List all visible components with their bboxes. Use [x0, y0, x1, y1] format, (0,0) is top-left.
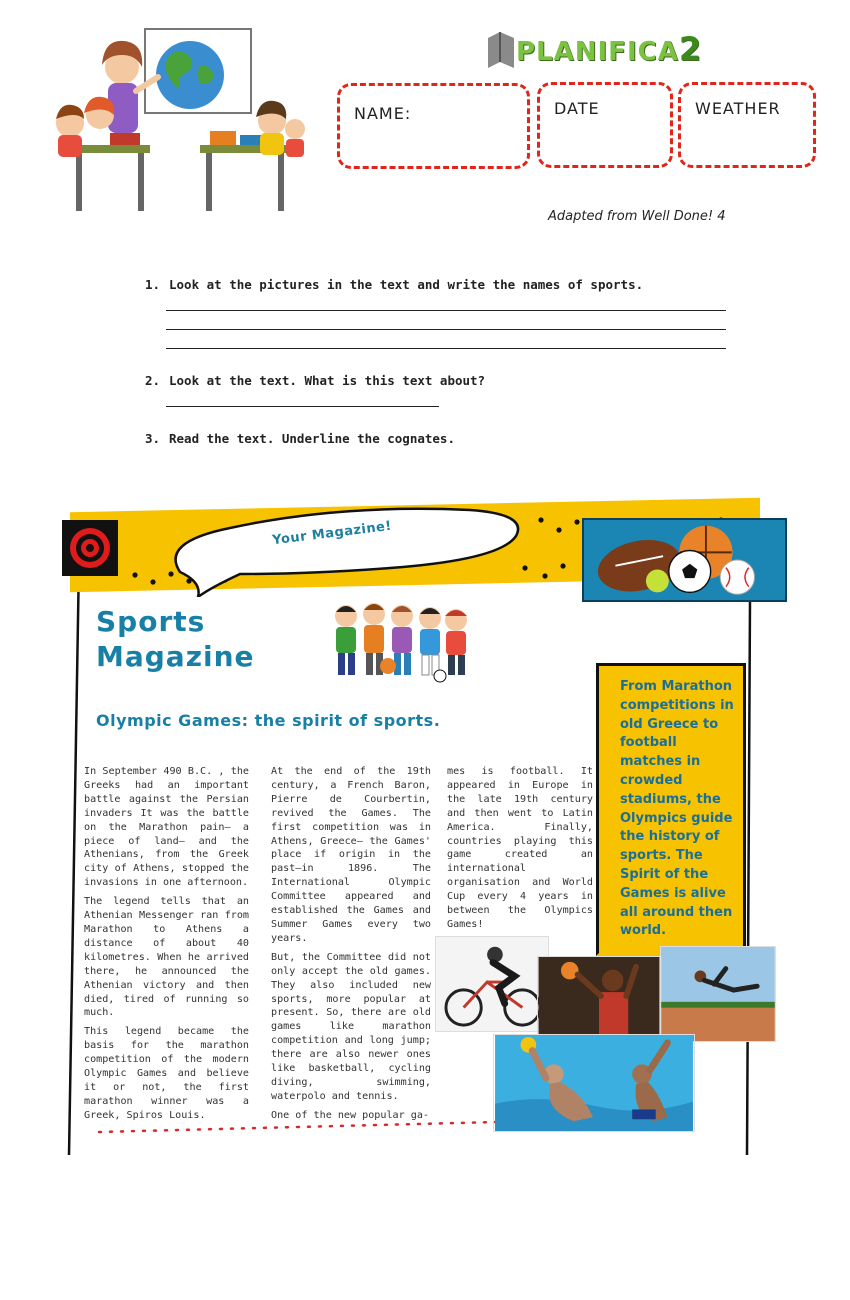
- date-box[interactable]: [537, 82, 673, 168]
- adapted-from: Adapted from Well Done! 4: [548, 209, 726, 224]
- basketball-photo: [537, 956, 661, 1036]
- question-1: [145, 277, 643, 292]
- question-text: Read the text. Underline the cognates.: [169, 431, 455, 446]
- book-icon: [486, 28, 516, 70]
- bubble-text: Your Magazine!: [271, 518, 393, 549]
- question-text: Look at the text. What is this text about?: [169, 373, 486, 388]
- classroom-illustration: [50, 25, 305, 220]
- magazine-title-line2: Magazine: [96, 640, 255, 673]
- magazine-title-line1: Sports: [96, 605, 206, 638]
- speech-bubble: [170, 502, 520, 597]
- answer-line-1b[interactable]: [166, 329, 726, 330]
- column-paragraph: This legend became the basis for the marathon competition of the modern Olympic Games and believe it or not, the first marathon winner was a Greek, Spiros Louis.: [84, 1026, 249, 1121]
- long-jump-photo: [660, 946, 776, 1042]
- date-label: DATE: [554, 99, 600, 118]
- cycling-photo: [435, 936, 549, 1032]
- question-3: [145, 431, 455, 446]
- article-column-3: [447, 765, 593, 937]
- answer-line-1a[interactable]: [166, 310, 726, 311]
- question-number: 2.: [145, 373, 161, 388]
- weather-label: WEATHER: [695, 99, 781, 118]
- column-paragraph: At the end of the 19th century, a French Baron, Pierre de Courbertin, revived the Games. The first competition was in Athens, Greece— the Games' place if origin in the past—in 1896. The International Olympic Committee appeared and established the Games and Summer Games every two years.: [271, 766, 431, 944]
- article-column-1: [84, 765, 249, 1128]
- question-number: 1.: [145, 277, 161, 292]
- logo-text: PLANIFICA: [516, 37, 679, 67]
- target-icon: [62, 520, 118, 576]
- logo-number: 2: [678, 30, 703, 68]
- column-paragraph: But, the Committee did not only accept the old games. They also included new sports, more popular at present. So, there are old games like marathon competition and long jump; there are also newer ones like basketball, cycling diving, swimming, waterpolo and tennis.: [271, 951, 431, 1102]
- answer-line-1c[interactable]: [166, 348, 726, 349]
- name-box[interactable]: [337, 83, 530, 169]
- magazine-title: [96, 604, 255, 674]
- name-label: NAME:: [354, 104, 412, 123]
- column-paragraph: The legend tells that an Athenian Messenger ran from Marathon to Athens a distance of about 40 kilometres. When he arrived there, he announced the Athenian victory and then died, tired of running so much.: [84, 896, 249, 1019]
- column-paragraph: In September 490 B.C. , the Greeks had an important battle against the Persian invaders It was the battle on the Marathon pain— a piece of land— and the Athenians, from the Greek city of Athens, stopped the invasions in one afternoon.: [84, 766, 249, 889]
- column-paragraph: One of the new popular ga-: [271, 1109, 430, 1121]
- article-headline: Olympic Games: the spirit of sports.: [96, 711, 441, 730]
- column-paragraph: mes is football. It appeared in Europe in the late 19th century and then went to Latin America. Finally, countries playing this game created an international organisation and World Cup every 4 years in between the Olympics Games!: [447, 766, 593, 930]
- sports-balls-image: [582, 518, 787, 602]
- answer-line-2[interactable]: [166, 406, 439, 407]
- question-text: Look at the pictures in the text and write the names of sports.: [169, 277, 644, 292]
- article-column-2: [271, 765, 431, 1128]
- planifica-logo: [486, 28, 746, 70]
- waterpolo-photo: [493, 1034, 695, 1132]
- question-number: 3.: [145, 431, 161, 446]
- kids-sports-illustration: [328, 600, 473, 684]
- sidebar-text: From Marathon competitions in old Greece to football matches in crowded stadiums, the Olympics guide the history of sports. The Spirit of the Games is alive all around then world.: [620, 679, 734, 939]
- weather-box[interactable]: [678, 82, 816, 168]
- question-2: [145, 373, 485, 388]
